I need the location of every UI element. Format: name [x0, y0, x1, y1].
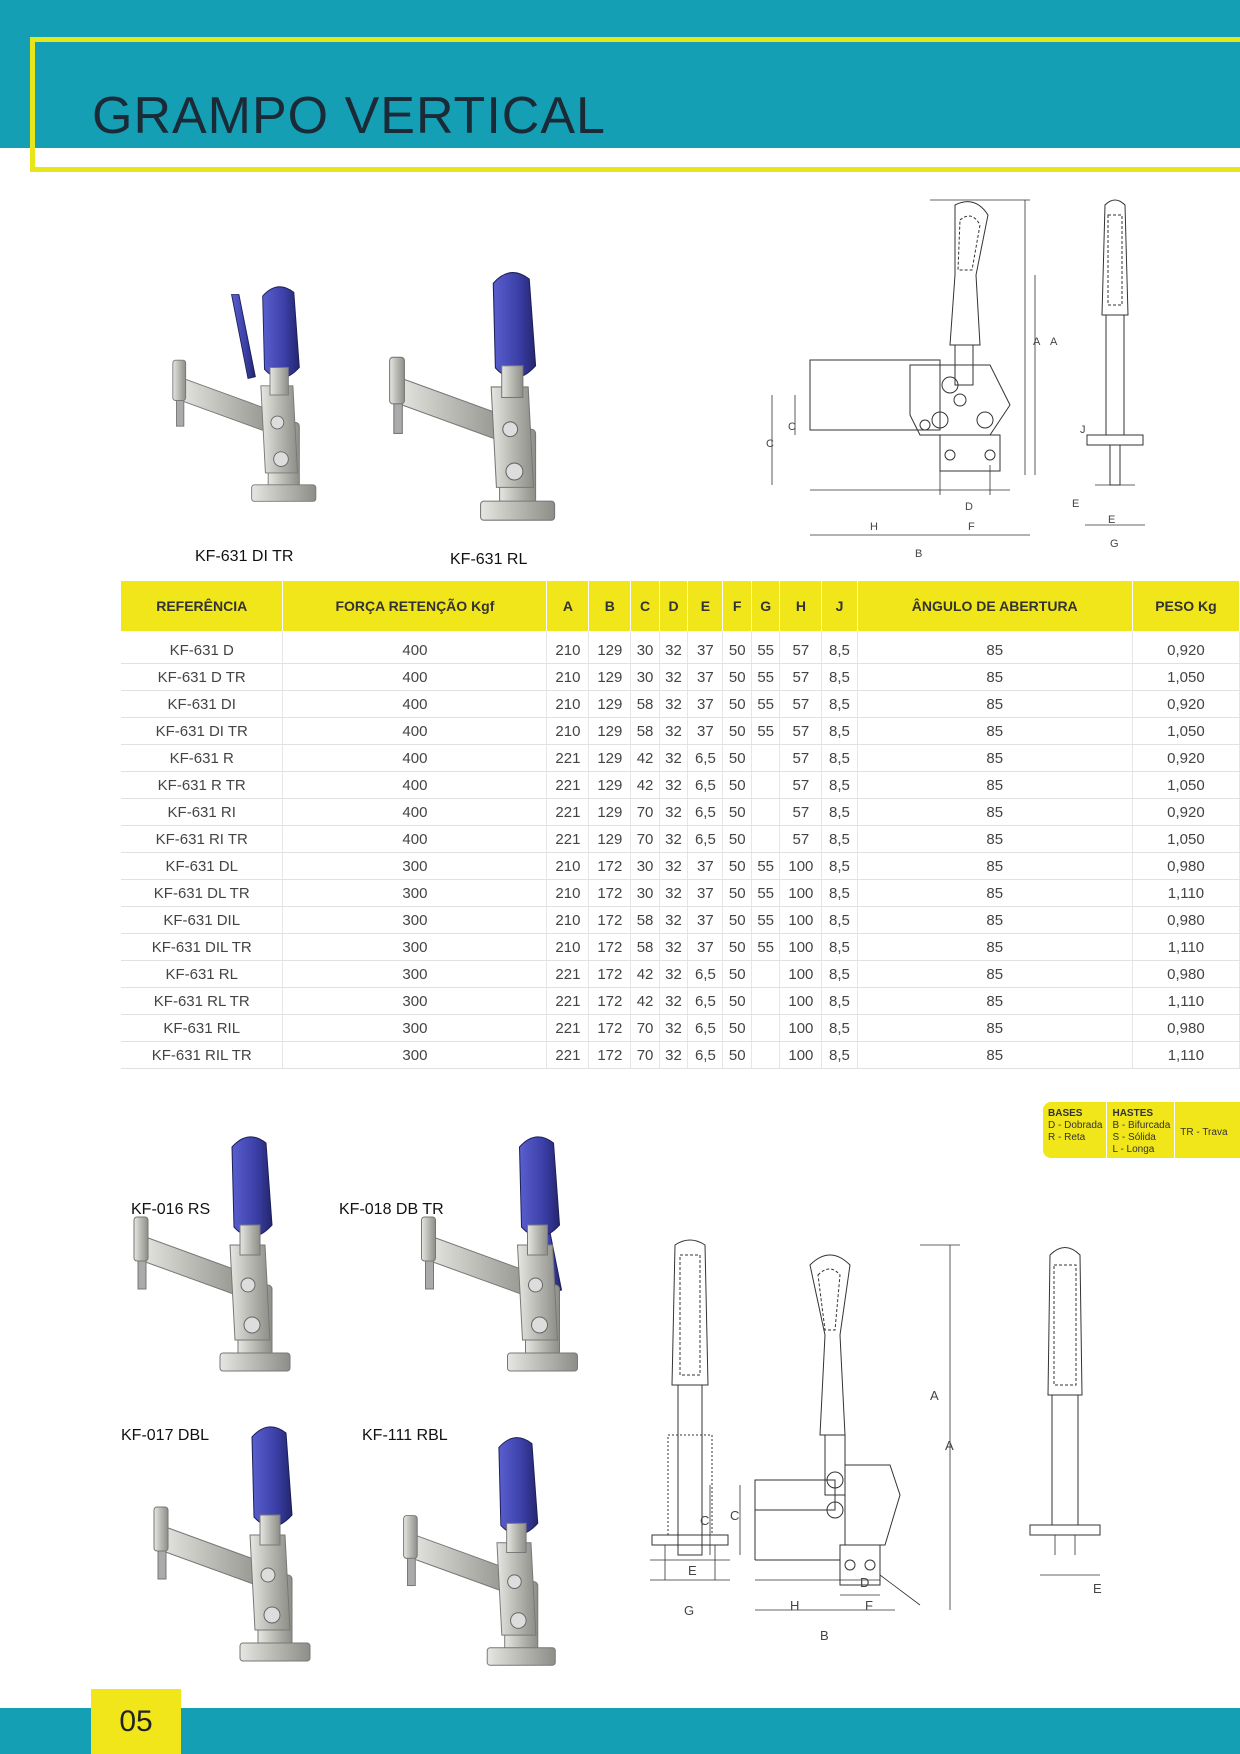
table-cell: 100: [780, 961, 822, 988]
table-cell: 300: [283, 1015, 547, 1042]
table-row: [121, 880, 1240, 907]
table-cell: 172: [589, 934, 631, 961]
table-cell: [751, 1042, 779, 1069]
table-cell: 50: [723, 853, 751, 880]
table-cell: 70: [631, 1042, 659, 1069]
table-cell: 85: [857, 718, 1132, 745]
table-cell: 300: [283, 988, 547, 1015]
table-row: [121, 853, 1240, 880]
table-cell: 55: [751, 853, 779, 880]
table-cell: 400: [283, 799, 547, 826]
table-cell: 8,5: [822, 631, 857, 664]
table-cell: 55: [751, 718, 779, 745]
table-cell: 58: [631, 934, 659, 961]
table-cell: 8,5: [822, 907, 857, 934]
table-cell: 210: [547, 934, 589, 961]
table-cell: KF-631 D: [121, 631, 283, 664]
table-cell: [751, 772, 779, 799]
table-cell: 1,110: [1132, 988, 1239, 1015]
table-cell: 32: [659, 961, 687, 988]
table-cell: [751, 1015, 779, 1042]
table-cell: 50: [723, 631, 751, 664]
table-row: [121, 961, 1240, 988]
dim-label-f-side: F: [865, 1598, 873, 1613]
table-cell: 37: [688, 631, 723, 664]
table-cell: 85: [857, 907, 1132, 934]
table-header-cell: PESO Kg: [1132, 581, 1239, 631]
table-header-row: [121, 581, 1240, 631]
table-cell: 1,050: [1132, 718, 1239, 745]
table-cell: 37: [688, 934, 723, 961]
table-row: [121, 691, 1240, 718]
table-cell: 8,5: [822, 880, 857, 907]
table-cell: 70: [631, 1015, 659, 1042]
table-cell: 0,980: [1132, 853, 1239, 880]
table-cell: 85: [857, 934, 1132, 961]
table-cell: 172: [589, 961, 631, 988]
table-cell: 129: [589, 826, 631, 853]
table-cell: 85: [857, 631, 1132, 664]
table-cell: 32: [659, 934, 687, 961]
table-cell: 57: [780, 772, 822, 799]
table-row: [121, 631, 1240, 664]
dim-label-d-side: D: [860, 1575, 870, 1590]
table-cell: 32: [659, 631, 687, 664]
dim-label-a1: A: [1033, 336, 1041, 348]
table-cell: 57: [780, 691, 822, 718]
table-cell: 8,5: [822, 1015, 857, 1042]
table-cell: 50: [723, 745, 751, 772]
table-cell: 400: [283, 826, 547, 853]
page-title: GRAMPO VERTICAL: [92, 87, 606, 145]
table-cell: 58: [631, 718, 659, 745]
table-cell: 37: [688, 664, 723, 691]
table-cell: 0,980: [1132, 907, 1239, 934]
table-cell: 57: [780, 718, 822, 745]
technical-drawing-top: [760, 195, 1200, 570]
table-cell: 58: [631, 907, 659, 934]
table-cell: 42: [631, 988, 659, 1015]
table-cell: 8,5: [822, 664, 857, 691]
dim-label-e-rear: E: [1093, 1581, 1102, 1596]
table-header-cell: A: [547, 581, 589, 631]
table-cell: 30: [631, 880, 659, 907]
product-label-kf-016-rs: KF-016 RS: [131, 1201, 211, 1218]
table-cell: 85: [857, 826, 1132, 853]
product-label-kf-631-di-tr: KF-631 DI TR: [195, 548, 294, 565]
table-cell: 129: [589, 631, 631, 664]
table-cell: KF-631 DIL TR: [121, 934, 283, 961]
table-cell: 0,980: [1132, 961, 1239, 988]
table-cell: 6,5: [688, 1042, 723, 1069]
table-cell: 85: [857, 799, 1132, 826]
table-cell: 100: [780, 1042, 822, 1069]
table-cell: 172: [589, 907, 631, 934]
table-cell: 55: [751, 664, 779, 691]
table-cell: 0,920: [1132, 691, 1239, 718]
legend-box: [1043, 1102, 1240, 1158]
table-cell: 0,920: [1132, 631, 1239, 664]
table-cell: 0,980: [1132, 1015, 1239, 1042]
dim-label-b: B: [915, 548, 923, 560]
table-cell: KF-631 RIL: [121, 1015, 283, 1042]
table-cell: 32: [659, 988, 687, 1015]
table-cell: 55: [751, 880, 779, 907]
table-cell: 32: [659, 907, 687, 934]
table-cell: 129: [589, 691, 631, 718]
table-cell: 8,5: [822, 988, 857, 1015]
table-cell: 57: [780, 664, 822, 691]
table-cell: KF-631 DI TR: [121, 718, 283, 745]
table-row: [121, 1015, 1240, 1042]
table-cell: 8,5: [822, 691, 857, 718]
table-cell: 42: [631, 772, 659, 799]
dim-label-g: G: [1110, 538, 1119, 550]
table-row: [121, 799, 1240, 826]
product-photo-kf-016-rs: [115, 1125, 305, 1385]
legend-trava: [1175, 1102, 1231, 1158]
table-cell: 400: [283, 745, 547, 772]
table-cell: 221: [547, 826, 589, 853]
dim-label-a-side1: A: [930, 1388, 939, 1403]
product-label-kf-017-dbl: KF-017 DBL: [121, 1427, 210, 1444]
table-cell: KF-631 RI: [121, 799, 283, 826]
table-header-cell: C: [631, 581, 659, 631]
table-cell: 32: [659, 745, 687, 772]
product-label-kf-111-rbl: KF-111 RBL: [362, 1427, 448, 1444]
table-cell: [751, 988, 779, 1015]
table-cell: 70: [631, 826, 659, 853]
product-photo-kf-631-rl: [370, 260, 570, 535]
table-cell: 37: [688, 907, 723, 934]
table-cell: 50: [723, 961, 751, 988]
dim-label-h: H: [870, 521, 878, 533]
table-cell: 32: [659, 772, 687, 799]
table-cell: KF-631 RL: [121, 961, 283, 988]
table-cell: 50: [723, 934, 751, 961]
table-cell: 55: [751, 934, 779, 961]
table-cell: 30: [631, 853, 659, 880]
table-cell: 85: [857, 853, 1132, 880]
dim-label-e-front: E: [688, 1563, 697, 1578]
table-cell: 55: [751, 691, 779, 718]
table-cell: 6,5: [688, 961, 723, 988]
table-cell: 221: [547, 1042, 589, 1069]
table-header-cell: ÂNGULO DE ABERTURA: [857, 581, 1132, 631]
table-cell: 30: [631, 664, 659, 691]
dim-label-c2: C: [788, 421, 796, 433]
table-header-cell: G: [751, 581, 779, 631]
table-cell: 6,5: [688, 826, 723, 853]
table-cell: 50: [723, 1015, 751, 1042]
table-cell: 55: [751, 631, 779, 664]
table-cell: 400: [283, 664, 547, 691]
dim-label-c1: C: [766, 438, 774, 450]
table-cell: 210: [547, 664, 589, 691]
table-cell: 129: [589, 664, 631, 691]
dim-label-e2: E: [1108, 514, 1116, 526]
table-cell: KF-631 RL TR: [121, 988, 283, 1015]
table-header-cell: F: [723, 581, 751, 631]
table-cell: 172: [589, 880, 631, 907]
table-cell: 32: [659, 691, 687, 718]
table-header-cell: D: [659, 581, 687, 631]
table-cell: KF-631 R TR: [121, 772, 283, 799]
table-row: [121, 934, 1240, 961]
table-cell: 210: [547, 691, 589, 718]
spec-table: [121, 581, 1240, 1069]
table-cell: KF-631 DIL: [121, 907, 283, 934]
dim-label-c-side1: C: [700, 1513, 710, 1528]
legend-hastes-item: S - Sólida: [1112, 1132, 1156, 1143]
table-cell: 50: [723, 691, 751, 718]
table-cell: 37: [688, 718, 723, 745]
dim-label-d: D: [965, 501, 973, 513]
table-row: [121, 772, 1240, 799]
table-cell: 221: [547, 988, 589, 1015]
table-cell: 70: [631, 799, 659, 826]
dim-label-a-side2: A: [945, 1438, 954, 1453]
dim-label-h-side: H: [790, 1598, 800, 1613]
table-cell: 1,110: [1132, 1042, 1239, 1069]
table-cell: 100: [780, 988, 822, 1015]
table-cell: 32: [659, 853, 687, 880]
table-cell: 221: [547, 1015, 589, 1042]
table-cell: 50: [723, 664, 751, 691]
product-label-kf-631-rl: KF-631 RL: [450, 551, 528, 568]
table-row: [121, 907, 1240, 934]
table-cell: 100: [780, 1015, 822, 1042]
table-cell: 100: [780, 853, 822, 880]
table-cell: 300: [283, 853, 547, 880]
legend-hastes-title: HASTES: [1112, 1108, 1154, 1119]
table-cell: 221: [547, 799, 589, 826]
table-cell: 8,5: [822, 934, 857, 961]
table-cell: 400: [283, 772, 547, 799]
product-photo-kf-018-db-tr: [405, 1125, 590, 1385]
table-cell: 50: [723, 799, 751, 826]
table-cell: KF-631 DI: [121, 691, 283, 718]
table-cell: 129: [589, 745, 631, 772]
table-cell: 221: [547, 961, 589, 988]
table-cell: 50: [723, 880, 751, 907]
table-cell: 1,050: [1132, 772, 1239, 799]
table-cell: 210: [547, 631, 589, 664]
dim-label-e1: E: [1072, 498, 1080, 510]
table-cell: 32: [659, 880, 687, 907]
table-cell: 6,5: [688, 988, 723, 1015]
dim-label-f: F: [968, 521, 975, 533]
table-cell: 172: [589, 1015, 631, 1042]
table-cell: 300: [283, 934, 547, 961]
table-cell: 8,5: [822, 826, 857, 853]
table-cell: KF-631 DL: [121, 853, 283, 880]
table-cell: 57: [780, 745, 822, 772]
table-cell: 85: [857, 880, 1132, 907]
table-cell: [751, 799, 779, 826]
table-header-cell: H: [780, 581, 822, 631]
table-cell: 129: [589, 718, 631, 745]
table-cell: 221: [547, 745, 589, 772]
table-cell: 221: [547, 772, 589, 799]
table-cell: 210: [547, 880, 589, 907]
legend-bases-item: R - Reta: [1048, 1132, 1086, 1143]
table-cell: KF-631 D TR: [121, 664, 283, 691]
page-number: 05: [91, 1689, 181, 1754]
table-cell: 85: [857, 745, 1132, 772]
table-cell: 8,5: [822, 718, 857, 745]
table-cell: 100: [780, 880, 822, 907]
table-cell: 85: [857, 988, 1132, 1015]
table-row: [121, 826, 1240, 853]
table-cell: 50: [723, 718, 751, 745]
legend-hastes-item: L - Longa: [1112, 1144, 1155, 1155]
table-cell: 58: [631, 691, 659, 718]
product-photo-kf-631-di-tr: [160, 255, 325, 535]
table-cell: 1,110: [1132, 880, 1239, 907]
table-cell: 85: [857, 961, 1132, 988]
table-cell: 57: [780, 631, 822, 664]
table-row: [121, 988, 1240, 1015]
table-cell: [751, 745, 779, 772]
table-cell: 42: [631, 961, 659, 988]
table-cell: 30: [631, 631, 659, 664]
table-cell: [751, 826, 779, 853]
table-cell: 57: [780, 826, 822, 853]
table-cell: 100: [780, 907, 822, 934]
table-cell: 0,920: [1132, 745, 1239, 772]
table-cell: 172: [589, 1042, 631, 1069]
table-cell: 50: [723, 772, 751, 799]
table-cell: KF-631 R: [121, 745, 283, 772]
table-cell: 8,5: [822, 772, 857, 799]
table-cell: 57: [780, 799, 822, 826]
table-cell: 50: [723, 826, 751, 853]
table-cell: 8,5: [822, 1042, 857, 1069]
table-cell: 37: [688, 691, 723, 718]
table-header-cell: E: [688, 581, 723, 631]
table-cell: 32: [659, 1015, 687, 1042]
table-cell: 85: [857, 1015, 1132, 1042]
dim-label-c-side2: C: [730, 1508, 740, 1523]
table-cell: 8,5: [822, 853, 857, 880]
table-cell: 32: [659, 1042, 687, 1069]
dim-label-a2: A: [1050, 336, 1058, 348]
technical-drawing-bottom: [640, 1235, 1240, 1655]
table-header-cell: J: [822, 581, 857, 631]
product-photo-kf-111-rbl: [390, 1420, 565, 1685]
table-cell: 0,920: [1132, 799, 1239, 826]
table-cell: KF-631 DL TR: [121, 880, 283, 907]
table-cell: 55: [751, 907, 779, 934]
table-cell: KF-631 RIL TR: [121, 1042, 283, 1069]
table-cell: 300: [283, 907, 547, 934]
table-header-cell: FORÇA RETENÇÃO Kgf: [283, 581, 547, 631]
product-label-kf-018-db-tr: KF-018 DB TR: [339, 1201, 444, 1218]
table-cell: 172: [589, 988, 631, 1015]
dim-label-b-side: B: [820, 1628, 829, 1643]
legend-hastes-item: B - Bifurcada: [1112, 1120, 1171, 1131]
table-cell: 50: [723, 988, 751, 1015]
table-cell: 32: [659, 826, 687, 853]
table-cell: 85: [857, 1042, 1132, 1069]
table-cell: 32: [659, 799, 687, 826]
table-header-cell: B: [589, 581, 631, 631]
table-cell: 50: [723, 907, 751, 934]
table-cell: 50: [723, 1042, 751, 1069]
table-cell: 300: [283, 961, 547, 988]
table-cell: 8,5: [822, 799, 857, 826]
table-cell: 42: [631, 745, 659, 772]
table-cell: 85: [857, 691, 1132, 718]
table-cell: 6,5: [688, 745, 723, 772]
table-cell: 1,050: [1132, 664, 1239, 691]
legend-bases-item: D - Dobrada: [1048, 1120, 1103, 1131]
table-cell: 1,110: [1132, 934, 1239, 961]
table-row: [121, 745, 1240, 772]
table-cell: 129: [589, 799, 631, 826]
table-cell: 6,5: [688, 799, 723, 826]
table-cell: 8,5: [822, 961, 857, 988]
table-cell: 300: [283, 1042, 547, 1069]
table-cell: 6,5: [688, 1015, 723, 1042]
table-cell: 210: [547, 718, 589, 745]
table-cell: 32: [659, 664, 687, 691]
table-cell: 8,5: [822, 745, 857, 772]
table-header-cell: REFERÊNCIA: [121, 581, 283, 631]
table-cell: 210: [547, 853, 589, 880]
legend-bases: [1043, 1102, 1107, 1158]
table-cell: [751, 961, 779, 988]
legend-bases-title: BASES: [1048, 1108, 1083, 1119]
table-cell: 172: [589, 853, 631, 880]
table-cell: 129: [589, 772, 631, 799]
table-cell: 37: [688, 880, 723, 907]
table-cell: 400: [283, 631, 547, 664]
dim-label-g-front: G: [684, 1603, 695, 1618]
table-cell: 210: [547, 907, 589, 934]
table-row: [121, 1042, 1240, 1069]
table-row: [121, 718, 1240, 745]
legend-trava-item: TR - Trava: [1180, 1127, 1228, 1138]
table-cell: 85: [857, 772, 1132, 799]
table-cell: 1,050: [1132, 826, 1239, 853]
table-cell: 400: [283, 691, 547, 718]
table-cell: 100: [780, 934, 822, 961]
table-cell: 37: [688, 853, 723, 880]
table-cell: 300: [283, 880, 547, 907]
table-cell: 6,5: [688, 772, 723, 799]
table-cell: KF-631 RI TR: [121, 826, 283, 853]
table-cell: 400: [283, 718, 547, 745]
dim-label-j: J: [1080, 424, 1086, 436]
legend-hastes: [1107, 1102, 1175, 1158]
footer-band: [0, 1708, 1240, 1754]
table-cell: 85: [857, 664, 1132, 691]
table-row: [121, 664, 1240, 691]
product-photo-kf-017-dbl: [140, 1410, 320, 1680]
table-cell: 32: [659, 718, 687, 745]
table-body: [121, 631, 1240, 1069]
